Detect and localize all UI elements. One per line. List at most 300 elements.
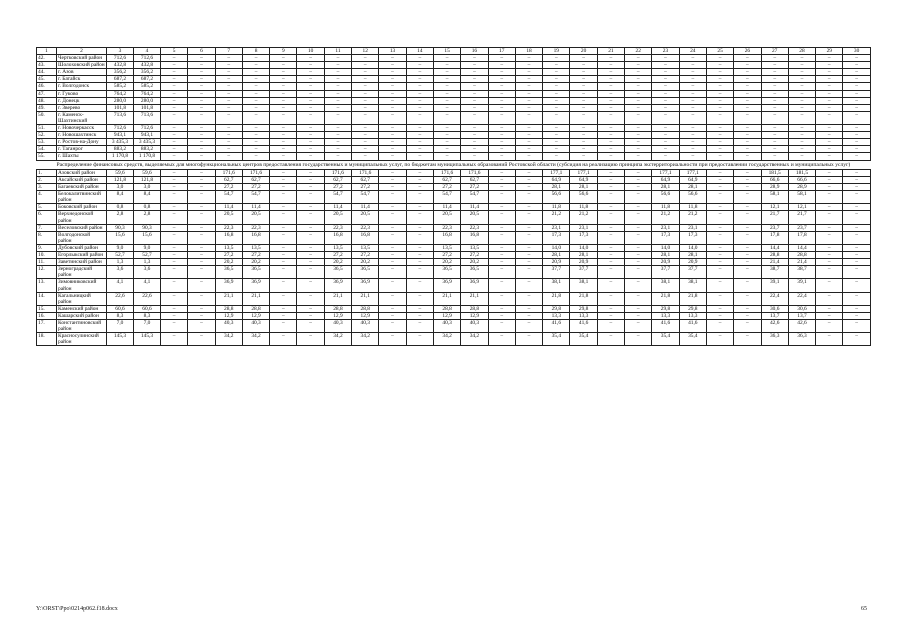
value-cell: 64,9	[543, 177, 570, 184]
empty-value-cell: –	[625, 259, 652, 266]
empty-value-cell: –	[270, 132, 297, 139]
row-number: 15.	[37, 305, 57, 312]
empty-value-cell: –	[297, 231, 324, 244]
value-cell: 62,7	[352, 177, 379, 184]
section-title: Распределение финансовых средств, выделяемых для многофункциональных центров предоставления государственных и муниципальных услуг, по бюджетам муниципальных образований Ростовской области (субсидия на реализацию принципа экстерриториальности при предоставлении государственных и муниципальных услуг)	[37, 160, 871, 169]
empty-value-cell: –	[625, 252, 652, 259]
empty-value-cell: –	[597, 333, 624, 346]
empty-value-cell: –	[652, 153, 679, 160]
empty-value-cell: –	[515, 259, 542, 266]
row-number: 8.	[37, 231, 57, 244]
empty-value-cell: –	[515, 292, 542, 305]
municipality-name: г. Ростов-на-Дону	[57, 139, 107, 146]
budget-table	[36, 47, 871, 346]
empty-value-cell: –	[406, 211, 433, 224]
value-cell: 14,0	[570, 244, 597, 251]
empty-value-cell: –	[625, 83, 652, 90]
value-cell: 20,5	[324, 211, 351, 224]
table-row	[37, 177, 871, 184]
empty-value-cell: –	[433, 139, 460, 146]
empty-value-cell: –	[679, 69, 706, 76]
table-row	[37, 319, 871, 332]
empty-value-cell: –	[570, 111, 597, 124]
empty-value-cell: –	[734, 319, 761, 332]
value-cell: 28,8	[242, 305, 269, 312]
empty-value-cell: –	[270, 139, 297, 146]
row-number: 53.	[37, 139, 57, 146]
column-number: 1	[37, 48, 57, 55]
value-cell: 171,6	[352, 169, 379, 176]
empty-value-cell: –	[324, 146, 351, 153]
empty-value-cell: –	[215, 146, 242, 153]
value-cell: 36,9	[324, 279, 351, 292]
empty-value-cell: –	[570, 104, 597, 111]
empty-value-cell: –	[406, 139, 433, 146]
empty-value-cell: –	[379, 111, 406, 124]
empty-value-cell: –	[597, 90, 624, 97]
value-cell: 20,2	[433, 259, 460, 266]
empty-value-cell: –	[515, 132, 542, 139]
empty-value-cell: –	[652, 125, 679, 132]
empty-value-cell: –	[679, 76, 706, 83]
empty-value-cell: –	[816, 279, 843, 292]
value-cell: 29,8	[543, 305, 570, 312]
empty-value-cell: –	[625, 224, 652, 231]
empty-value-cell: –	[161, 69, 188, 76]
value-cell: 36,5	[433, 266, 460, 279]
empty-value-cell: –	[406, 184, 433, 191]
empty-value-cell: –	[406, 90, 433, 97]
table-row	[37, 305, 871, 312]
empty-value-cell: –	[488, 211, 515, 224]
empty-value-cell: –	[270, 204, 297, 211]
empty-value-cell: –	[543, 90, 570, 97]
empty-value-cell: –	[625, 146, 652, 153]
table-row	[37, 97, 871, 104]
empty-value-cell: –	[706, 305, 733, 312]
empty-value-cell: –	[188, 104, 215, 111]
empty-value-cell: –	[734, 111, 761, 124]
empty-value-cell: –	[352, 76, 379, 83]
row-number: 47.	[37, 90, 57, 97]
empty-value-cell: –	[761, 111, 788, 124]
value-cell: 3 435,3	[134, 139, 161, 146]
value-cell: 17,3	[543, 231, 570, 244]
empty-value-cell: –	[734, 312, 761, 319]
value-cell: 34,2	[242, 333, 269, 346]
empty-value-cell: –	[843, 266, 870, 279]
empty-value-cell: –	[488, 125, 515, 132]
empty-value-cell: –	[597, 259, 624, 266]
empty-value-cell: –	[324, 55, 351, 62]
value-cell: 17,3	[570, 231, 597, 244]
value-cell: 12,9	[324, 312, 351, 319]
empty-value-cell: –	[242, 83, 269, 90]
empty-value-cell: –	[270, 169, 297, 176]
value-cell: 3,0	[134, 184, 161, 191]
empty-value-cell: –	[734, 69, 761, 76]
value-cell: 1,3	[134, 259, 161, 266]
empty-value-cell: –	[379, 333, 406, 346]
table-row	[37, 266, 871, 279]
empty-value-cell: –	[270, 55, 297, 62]
municipality-name: г. Волгодонск	[57, 83, 107, 90]
empty-value-cell: –	[515, 111, 542, 124]
value-cell: 17,3	[652, 231, 679, 244]
value-cell: 432,8	[134, 62, 161, 69]
empty-value-cell: –	[242, 125, 269, 132]
empty-value-cell: –	[379, 139, 406, 146]
value-cell: 40,3	[215, 319, 242, 332]
value-cell: 20,2	[242, 259, 269, 266]
empty-value-cell: –	[597, 97, 624, 104]
empty-value-cell: –	[597, 146, 624, 153]
empty-value-cell: –	[597, 211, 624, 224]
value-cell: 171,6	[461, 169, 488, 176]
empty-value-cell: –	[679, 62, 706, 69]
empty-value-cell: –	[761, 104, 788, 111]
empty-value-cell: –	[625, 125, 652, 132]
value-cell: 585,2	[107, 83, 134, 90]
value-cell: 52,7	[134, 252, 161, 259]
value-cell: 56,6	[679, 191, 706, 204]
value-cell: 12,9	[352, 312, 379, 319]
empty-value-cell: –	[406, 76, 433, 83]
empty-value-cell: –	[515, 184, 542, 191]
empty-value-cell: –	[324, 111, 351, 124]
empty-value-cell: –	[597, 312, 624, 319]
value-cell: 13,5	[324, 244, 351, 251]
empty-value-cell: –	[215, 76, 242, 83]
value-cell: 90,3	[107, 224, 134, 231]
empty-value-cell: –	[706, 312, 733, 319]
empty-value-cell: –	[161, 132, 188, 139]
value-cell: 28,1	[679, 184, 706, 191]
column-number: 2	[57, 48, 107, 55]
empty-value-cell: –	[543, 97, 570, 104]
row-number: 50.	[37, 111, 57, 124]
value-cell: 58,1	[761, 191, 788, 204]
empty-value-cell: –	[625, 279, 652, 292]
empty-value-cell: –	[488, 76, 515, 83]
value-cell: 28,8	[461, 305, 488, 312]
municipality-name: г. Гуково	[57, 90, 107, 97]
table-row	[37, 153, 871, 160]
empty-value-cell: –	[324, 76, 351, 83]
empty-value-cell: –	[788, 104, 815, 111]
empty-value-cell: –	[515, 153, 542, 160]
value-cell: 14,0	[652, 244, 679, 251]
value-cell: 28,1	[543, 184, 570, 191]
empty-value-cell: –	[297, 153, 324, 160]
value-cell: 36,5	[242, 266, 269, 279]
footer-page-number: 65	[861, 606, 867, 612]
empty-value-cell: –	[270, 83, 297, 90]
empty-value-cell: –	[161, 184, 188, 191]
empty-value-cell: –	[379, 153, 406, 160]
empty-value-cell: –	[515, 191, 542, 204]
value-cell: 22,3	[215, 224, 242, 231]
empty-value-cell: –	[406, 305, 433, 312]
empty-value-cell: –	[761, 146, 788, 153]
value-cell: 17,3	[679, 231, 706, 244]
empty-value-cell: –	[161, 259, 188, 266]
empty-value-cell: –	[734, 132, 761, 139]
municipality-name: Каменский район	[57, 305, 107, 312]
value-cell: 37,7	[570, 266, 597, 279]
empty-value-cell: –	[706, 211, 733, 224]
empty-value-cell: –	[734, 76, 761, 83]
empty-value-cell: –	[242, 55, 269, 62]
value-cell: 28,8	[352, 305, 379, 312]
empty-value-cell: –	[270, 111, 297, 124]
empty-value-cell: –	[570, 55, 597, 62]
value-cell: 177,1	[679, 169, 706, 176]
empty-value-cell: –	[161, 104, 188, 111]
empty-value-cell: –	[679, 153, 706, 160]
value-cell: 20,9	[570, 259, 597, 266]
empty-value-cell: –	[734, 169, 761, 176]
empty-value-cell: –	[188, 305, 215, 312]
value-cell: 181,5	[788, 169, 815, 176]
empty-value-cell: –	[161, 55, 188, 62]
empty-value-cell: –	[515, 90, 542, 97]
empty-value-cell: –	[188, 69, 215, 76]
empty-value-cell: –	[270, 333, 297, 346]
empty-value-cell: –	[461, 90, 488, 97]
empty-value-cell: –	[625, 231, 652, 244]
empty-value-cell: –	[816, 204, 843, 211]
value-cell: 23,7	[788, 224, 815, 231]
empty-value-cell: –	[515, 169, 542, 176]
empty-value-cell: –	[324, 139, 351, 146]
empty-value-cell: –	[843, 111, 870, 124]
value-cell: 64,9	[652, 177, 679, 184]
empty-value-cell: –	[352, 97, 379, 104]
empty-value-cell: –	[161, 177, 188, 184]
row-number: 3.	[37, 184, 57, 191]
value-cell: 22,3	[242, 224, 269, 231]
municipality-name: Кагальницкий район	[57, 292, 107, 305]
empty-value-cell: –	[816, 76, 843, 83]
value-cell: 11,8	[570, 204, 597, 211]
empty-value-cell: –	[270, 69, 297, 76]
value-cell: 64,9	[679, 177, 706, 184]
empty-value-cell: –	[706, 266, 733, 279]
empty-value-cell: –	[461, 69, 488, 76]
empty-value-cell: –	[188, 169, 215, 176]
value-cell: 13,5	[433, 244, 460, 251]
municipality-name: Белокалитвинский район	[57, 191, 107, 204]
empty-value-cell: –	[597, 125, 624, 132]
empty-value-cell: –	[324, 104, 351, 111]
empty-value-cell: –	[433, 104, 460, 111]
value-cell: 28,8	[761, 252, 788, 259]
empty-value-cell: –	[515, 83, 542, 90]
empty-value-cell: –	[161, 62, 188, 69]
empty-value-cell: –	[270, 90, 297, 97]
row-number: 44.	[37, 69, 57, 76]
empty-value-cell: –	[816, 224, 843, 231]
empty-value-cell: –	[161, 224, 188, 231]
value-cell: 22,3	[352, 224, 379, 231]
column-number: 3	[107, 48, 134, 55]
empty-value-cell: –	[406, 69, 433, 76]
value-cell: 20,2	[215, 259, 242, 266]
empty-value-cell: –	[652, 76, 679, 83]
empty-value-cell: –	[242, 69, 269, 76]
value-cell: 13,5	[215, 244, 242, 251]
empty-value-cell: –	[706, 204, 733, 211]
empty-value-cell: –	[515, 319, 542, 332]
value-cell: 3,6	[134, 266, 161, 279]
empty-value-cell: –	[543, 153, 570, 160]
empty-value-cell: –	[816, 266, 843, 279]
row-number: 10.	[37, 252, 57, 259]
empty-value-cell: –	[270, 177, 297, 184]
empty-value-cell: –	[297, 132, 324, 139]
value-cell: 1,3	[107, 259, 134, 266]
empty-value-cell: –	[188, 259, 215, 266]
empty-value-cell: –	[488, 244, 515, 251]
empty-value-cell: –	[352, 62, 379, 69]
empty-value-cell: –	[379, 305, 406, 312]
column-number: 13	[379, 48, 406, 55]
value-cell: 23,1	[570, 224, 597, 231]
empty-value-cell: –	[816, 139, 843, 146]
empty-value-cell: –	[324, 153, 351, 160]
row-number: 4.	[37, 191, 57, 204]
empty-value-cell: –	[515, 125, 542, 132]
empty-value-cell: –	[488, 224, 515, 231]
table-row	[37, 259, 871, 266]
value-cell: 16,8	[215, 231, 242, 244]
empty-value-cell: –	[488, 266, 515, 279]
empty-value-cell: –	[816, 62, 843, 69]
empty-value-cell: –	[270, 153, 297, 160]
value-cell: 2,8	[107, 211, 134, 224]
value-cell: 35,4	[543, 333, 570, 346]
empty-value-cell: –	[406, 177, 433, 184]
municipality-name: Верхнедонской район	[57, 211, 107, 224]
value-cell: 22,4	[788, 292, 815, 305]
empty-value-cell: –	[161, 76, 188, 83]
column-number: 8	[242, 48, 269, 55]
empty-value-cell: –	[215, 104, 242, 111]
empty-value-cell: –	[270, 244, 297, 251]
empty-value-cell: –	[461, 104, 488, 111]
value-cell: 712,6	[107, 125, 134, 132]
value-cell: 59,6	[107, 169, 134, 176]
municipality-name: г. Новочеркасск	[57, 125, 107, 132]
value-cell: 13,3	[679, 312, 706, 319]
empty-value-cell: –	[188, 252, 215, 259]
empty-value-cell: –	[297, 266, 324, 279]
value-cell: 11,4	[215, 204, 242, 211]
empty-value-cell: –	[543, 62, 570, 69]
empty-value-cell: –	[215, 139, 242, 146]
municipality-name: г. Батайск	[57, 76, 107, 83]
empty-value-cell: –	[188, 312, 215, 319]
empty-value-cell: –	[270, 259, 297, 266]
empty-value-cell: –	[270, 231, 297, 244]
column-number: 20	[570, 48, 597, 55]
empty-value-cell: –	[788, 153, 815, 160]
empty-value-cell: –	[843, 224, 870, 231]
empty-value-cell: –	[706, 132, 733, 139]
value-cell: 356,2	[107, 69, 134, 76]
empty-value-cell: –	[215, 153, 242, 160]
empty-value-cell: –	[379, 146, 406, 153]
value-cell: 28,9	[788, 184, 815, 191]
value-cell: 13,3	[570, 312, 597, 319]
empty-value-cell: –	[761, 139, 788, 146]
municipality-name: г. Каменск-Шахтинский	[57, 111, 107, 124]
row-number: 49.	[37, 104, 57, 111]
empty-value-cell: –	[379, 55, 406, 62]
column-number: 30	[843, 48, 870, 55]
empty-value-cell: –	[816, 104, 843, 111]
value-cell: 41,6	[543, 319, 570, 332]
empty-value-cell: –	[433, 132, 460, 139]
empty-value-cell: –	[788, 111, 815, 124]
empty-value-cell: –	[188, 204, 215, 211]
empty-value-cell: –	[706, 191, 733, 204]
empty-value-cell: –	[461, 76, 488, 83]
empty-value-cell: –	[652, 132, 679, 139]
empty-value-cell: –	[816, 132, 843, 139]
empty-value-cell: –	[816, 333, 843, 346]
empty-value-cell: –	[843, 244, 870, 251]
value-cell: 20,5	[433, 211, 460, 224]
empty-value-cell: –	[297, 252, 324, 259]
value-cell: 20,2	[352, 259, 379, 266]
value-cell: 15,6	[134, 231, 161, 244]
empty-value-cell: –	[515, 244, 542, 251]
municipality-name: Чертковский район	[57, 55, 107, 62]
empty-value-cell: –	[406, 333, 433, 346]
value-cell: 39,1	[761, 279, 788, 292]
value-cell: 52,7	[107, 252, 134, 259]
table-row	[37, 62, 871, 69]
row-number: 12.	[37, 266, 57, 279]
empty-value-cell: –	[761, 132, 788, 139]
table-row	[37, 252, 871, 259]
empty-value-cell: –	[161, 153, 188, 160]
empty-value-cell: –	[597, 139, 624, 146]
empty-value-cell: –	[625, 191, 652, 204]
empty-value-cell: –	[515, 139, 542, 146]
empty-value-cell: –	[188, 76, 215, 83]
empty-value-cell: –	[625, 153, 652, 160]
empty-value-cell: –	[161, 292, 188, 305]
empty-value-cell: –	[816, 83, 843, 90]
empty-value-cell: –	[352, 125, 379, 132]
empty-value-cell: –	[270, 279, 297, 292]
value-cell: 712,6	[134, 55, 161, 62]
value-cell: 0,8	[134, 204, 161, 211]
empty-value-cell: –	[843, 83, 870, 90]
value-cell: 171,6	[242, 169, 269, 176]
empty-value-cell: –	[706, 333, 733, 346]
empty-value-cell: –	[734, 292, 761, 305]
value-cell: 356,2	[134, 69, 161, 76]
empty-value-cell: –	[215, 55, 242, 62]
empty-value-cell: –	[597, 132, 624, 139]
row-number: 6.	[37, 211, 57, 224]
empty-value-cell: –	[215, 83, 242, 90]
empty-value-cell: –	[297, 76, 324, 83]
